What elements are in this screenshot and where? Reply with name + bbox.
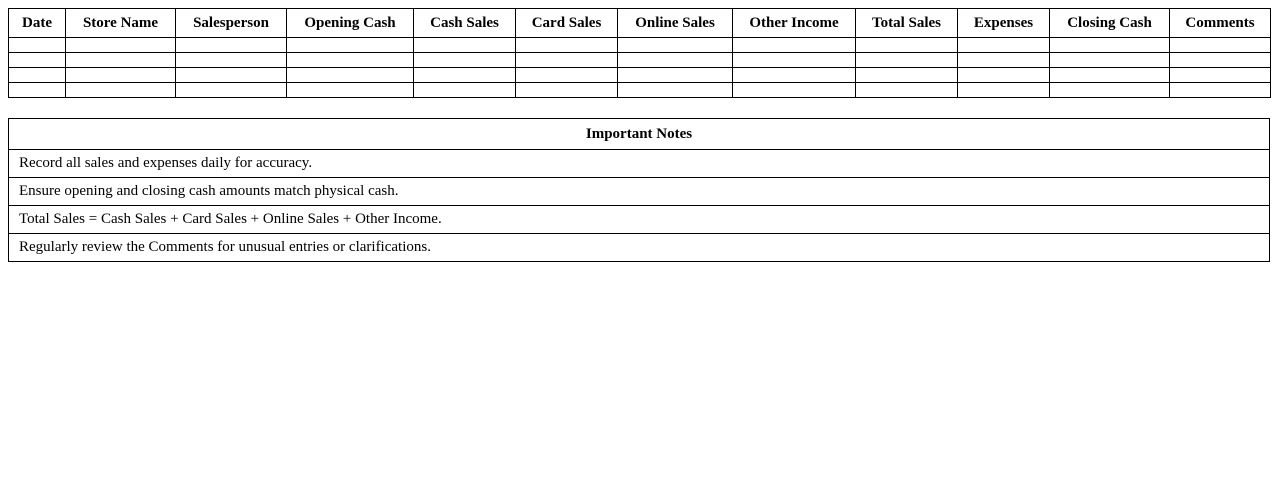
cell-salesperson[interactable] <box>176 68 287 83</box>
cell-total-sales[interactable] <box>856 53 958 68</box>
cell-other-income[interactable] <box>733 68 856 83</box>
column-header-closing-cash: Closing Cash <box>1050 9 1170 38</box>
cell-expenses[interactable] <box>958 53 1050 68</box>
cell-store-name[interactable] <box>66 53 176 68</box>
cell-store-name[interactable] <box>66 68 176 83</box>
notes-title: Important Notes <box>9 119 1270 150</box>
column-header-date: Date <box>9 9 66 38</box>
column-header-expenses: Expenses <box>958 9 1050 38</box>
column-header-opening-cash: Opening Cash <box>287 9 414 38</box>
cell-expenses[interactable] <box>958 38 1050 53</box>
note-item: Ensure opening and closing cash amounts match physical cash. <box>9 178 1270 206</box>
cell-card-sales[interactable] <box>516 68 618 83</box>
cell-closing-cash[interactable] <box>1050 83 1170 98</box>
cell-cash-sales[interactable] <box>414 83 516 98</box>
table-header-row <box>9 9 1271 38</box>
column-header-online-sales: Online Sales <box>618 9 733 38</box>
table-row[interactable] <box>9 68 1271 83</box>
cell-date[interactable] <box>9 53 66 68</box>
cell-cash-sales[interactable] <box>414 68 516 83</box>
note-item: Total Sales = Cash Sales + Card Sales + Online Sales + Other Income. <box>9 206 1270 234</box>
cell-salesperson[interactable] <box>176 38 287 53</box>
note-item: Record all sales and expenses daily for accuracy. <box>9 150 1270 178</box>
list-item <box>9 178 1270 206</box>
cell-comments[interactable] <box>1170 53 1271 68</box>
cell-opening-cash[interactable] <box>287 83 414 98</box>
list-item <box>9 150 1270 178</box>
cell-online-sales[interactable] <box>618 68 733 83</box>
cell-other-income[interactable] <box>733 83 856 98</box>
cell-salesperson[interactable] <box>176 83 287 98</box>
cell-expenses[interactable] <box>958 83 1050 98</box>
cell-card-sales[interactable] <box>516 83 618 98</box>
daily-sales-log-table <box>8 8 1271 98</box>
column-header-total-sales: Total Sales <box>856 9 958 38</box>
cell-closing-cash[interactable] <box>1050 38 1170 53</box>
column-header-store-name: Store Name <box>66 9 176 38</box>
cell-date[interactable] <box>9 68 66 83</box>
cell-cash-sales[interactable] <box>414 38 516 53</box>
cell-comments[interactable] <box>1170 38 1271 53</box>
column-header-card-sales: Card Sales <box>516 9 618 38</box>
table-row[interactable] <box>9 83 1271 98</box>
column-header-other-income: Other Income <box>733 9 856 38</box>
list-item <box>9 206 1270 234</box>
cell-opening-cash[interactable] <box>287 38 414 53</box>
cell-other-income[interactable] <box>733 38 856 53</box>
cell-online-sales[interactable] <box>618 53 733 68</box>
column-header-salesperson: Salesperson <box>176 9 287 38</box>
list-item <box>9 234 1270 262</box>
cell-date[interactable] <box>9 83 66 98</box>
column-header-cash-sales: Cash Sales <box>414 9 516 38</box>
cell-comments[interactable] <box>1170 83 1271 98</box>
column-header-comments: Comments <box>1170 9 1271 38</box>
important-notes-table <box>8 118 1270 262</box>
cell-card-sales[interactable] <box>516 38 618 53</box>
cell-online-sales[interactable] <box>618 83 733 98</box>
table-row[interactable] <box>9 38 1271 53</box>
cell-total-sales[interactable] <box>856 38 958 53</box>
cell-expenses[interactable] <box>958 68 1050 83</box>
cell-comments[interactable] <box>1170 68 1271 83</box>
table-row[interactable] <box>9 53 1271 68</box>
cell-opening-cash[interactable] <box>287 68 414 83</box>
cell-date[interactable] <box>9 38 66 53</box>
cell-closing-cash[interactable] <box>1050 53 1170 68</box>
note-item: Regularly review the Comments for unusual entries or clarifications. <box>9 234 1270 262</box>
cell-cash-sales[interactable] <box>414 53 516 68</box>
cell-closing-cash[interactable] <box>1050 68 1170 83</box>
cell-card-sales[interactable] <box>516 53 618 68</box>
cell-online-sales[interactable] <box>618 38 733 53</box>
cell-other-income[interactable] <box>733 53 856 68</box>
cell-total-sales[interactable] <box>856 83 958 98</box>
cell-salesperson[interactable] <box>176 53 287 68</box>
notes-header-row <box>9 119 1270 150</box>
cell-total-sales[interactable] <box>856 68 958 83</box>
cell-opening-cash[interactable] <box>287 53 414 68</box>
cell-store-name[interactable] <box>66 38 176 53</box>
cell-store-name[interactable] <box>66 83 176 98</box>
